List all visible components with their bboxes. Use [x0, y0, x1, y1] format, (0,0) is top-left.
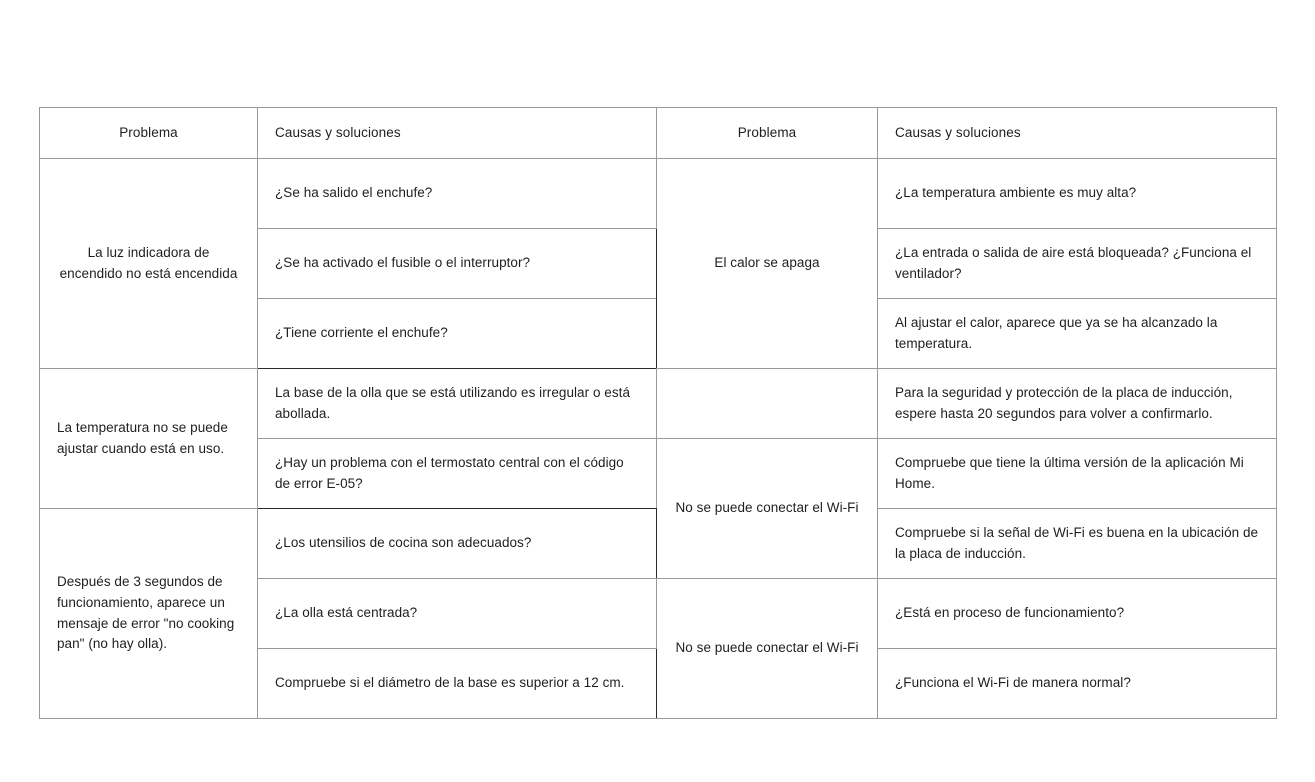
table-header-row	[40, 108, 1277, 159]
solution-cell-left-3-1: ¿Los utensilios de cocina son adecuados?	[258, 509, 657, 579]
solution-cell-left-1-1: ¿Se ha salido el enchufe?	[258, 159, 657, 229]
solution-cell-right-1-1: ¿La temperatura ambiente es muy alta?	[878, 159, 1277, 229]
header-problem-right: Problema	[657, 108, 878, 159]
solution-cell-right-1-2: ¿La entrada o salida de aire está bloqueada? ¿Funciona el ventilador?	[878, 229, 1277, 299]
solution-cell-right-1-3: Al ajustar el calor, aparece que ya se ha alcanzado la temperatura.	[878, 299, 1277, 369]
problem-cell-left-3: Después de 3 segundos de funcionamiento, aparece un mensaje de error "no cooking pan" (no hay olla).	[40, 509, 258, 719]
problem-cell-right-3: No se puede conectar el Wi-Fi	[657, 579, 878, 719]
solution-cell-left-3-3: Compruebe si el diámetro de la base es superior a 12 cm.	[258, 649, 657, 719]
solution-cell-left-3-2: ¿La olla está centrada?	[258, 579, 657, 649]
solution-cell-right-2-1: Para la seguridad y protección de la placa de inducción, espere hasta 20 segundos para volver a confirmarlo.	[878, 369, 1277, 439]
solution-cell-left-2-1: La base de la olla que se está utilizando es irregular o está abollada.	[258, 369, 657, 439]
header-solutions-left: Causas y soluciones	[258, 108, 657, 159]
troubleshooting-table	[39, 107, 1277, 719]
solution-cell-right-2-2: Compruebe que tiene la última versión de la aplicación Mi Home.	[878, 439, 1277, 509]
table-row	[40, 159, 1277, 229]
header-problem-left: Problema	[40, 108, 258, 159]
solution-cell-right-3-2: ¿Está en proceso de funcionamiento?	[878, 579, 1277, 649]
solution-cell-left-2-2: ¿Hay un problema con el termostato central con el código de error E-05?	[258, 439, 657, 509]
table-row	[40, 369, 1277, 439]
problem-cell-right-2: No se puede conectar el Wi-Fi	[657, 439, 878, 579]
solution-cell-left-1-3: ¿Tiene corriente el enchufe?	[258, 299, 657, 369]
solution-cell-right-3-1: Compruebe si la señal de Wi-Fi es buena en la ubicación de la placa de inducción.	[878, 509, 1277, 579]
header-solutions-right: Causas y soluciones	[878, 108, 1277, 159]
problem-cell-right-1: El calor se apaga	[657, 159, 878, 369]
solution-cell-left-1-2: ¿Se ha activado el fusible o el interruptor?	[258, 229, 657, 299]
troubleshooting-table-wrapper	[39, 107, 1276, 719]
solution-cell-right-3-3: ¿Funciona el Wi-Fi de manera normal?	[878, 649, 1277, 719]
problem-cell-left-1: La luz indicadora de encendido no está encendida	[40, 159, 258, 369]
problem-cell-left-2: La temperatura no se puede ajustar cuando está en uso.	[40, 369, 258, 509]
problem-cell-right-2-spacer	[657, 369, 878, 439]
